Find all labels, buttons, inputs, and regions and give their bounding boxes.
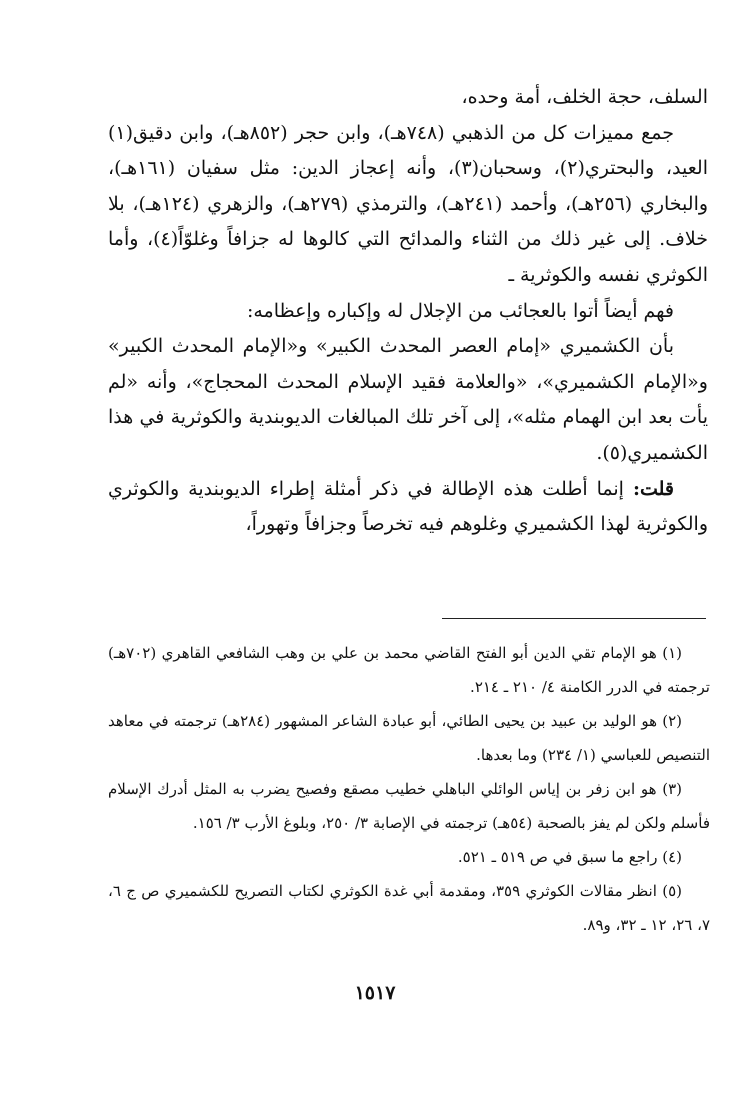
main-paragraph-merits: جمع مميزات كل من الذهبي (٧٤٨هـ)، وابن حجر (٨٥٢هـ)، وابن دقيق(١) العيد، والبحتري(٢)، وسحبان(٣)، وأنه إعجاز الدين: مثل سفيان (١٦١هـ)، والبخاري (٢٥٦هـ)، وأحمد (٢٤١هـ)، والترمذي (٢٧٩هـ)، والزهري (١٢٤هـ)، بلا خلاف. إلى غير ذلك من الثناء والمدائح التي كالوها له جزافاً وغلوّاً(٤)، وأما الكوثري نفسه والكوثرية ـ <box>108 121 709 286</box>
main-paragraph-glorification: فهم أيضاً أتوا بالعجائب من الإجلال له وإكباره وإعظامه: <box>246 299 674 322</box>
main-paragraph-continuation: السلف، حجة الخلف، أمة وحده، <box>461 86 708 108</box>
footnote-4: (٤) راجع ما سبق في ص ٥١٩ ـ ٥٢١. <box>457 848 682 866</box>
footnote-2: (٢) هو الوليد بن عبيد بن يحيى الطائي، أبو عبادة الشاعر المشهور (٢٨٤هـ) ترجمته في معاهد التنصيص للعباسي (١/ ٢٣٤) وما بعدها. <box>108 712 710 764</box>
footnote-1: (١) هو الإمام تقي الدين أبو الفتح القاضي محمد بن علي بن وهب الشافعي القاهري (٧٠٢هـ) ترجمته في الدرر الكامنة ٤/ ٢١٠ ـ ٢١٤. <box>108 644 710 696</box>
qult-text: إنما أطلت هذه الإطالة في ذكر أمثلة إطراء الديوبندية والكوثري والكوثرية لهذا الكشميري وغلوهم فيه تخرصاً وجزافاً وتهوراً، <box>108 477 708 536</box>
footnote-separator <box>442 618 706 619</box>
main-paragraph-qult <box>108 472 708 543</box>
main-text-block <box>108 80 708 543</box>
qult-label: قلت: <box>632 477 674 500</box>
footnote-5: (٥) انظر مقالات الكوثري ٣٥٩، ومقدمة أبي غدة الكوثري لكتاب التصريح للكشميري ص ج ٦، ٧، ٢٦، ١٢ ـ ٣٢، و٨٩. <box>108 882 710 934</box>
footnotes-block <box>108 636 710 942</box>
footnote-3: (٣) هو ابن زفر بن إياس الوائلي الباهلي خطيب مصقع وفصيح يضرب به المثل أدرك الإسلام فأسلم ولكن لم يفز بالصحبة (٥٤هـ) ترجمته في الإصابة ٣/ ٢٥٠، وبلوغ الأرب ٣/ ١٥٦. <box>108 780 710 832</box>
page-number: ١٥١٧ <box>354 982 396 1004</box>
main-paragraph-titles: بأن الكشميري «إمام العصر المحدث الكبير» و«الإمام المحدث الكبير» و«الإمام الكشميري»، «والعلامة فقيد الإسلام المحدث المحجاج»، وأنه «لم يأت بعد ابن الهمام مثله»، إلى آخر تلك المبالغات الديوبندية والكوثرية في هذا الكشميري(٥). <box>108 335 708 464</box>
